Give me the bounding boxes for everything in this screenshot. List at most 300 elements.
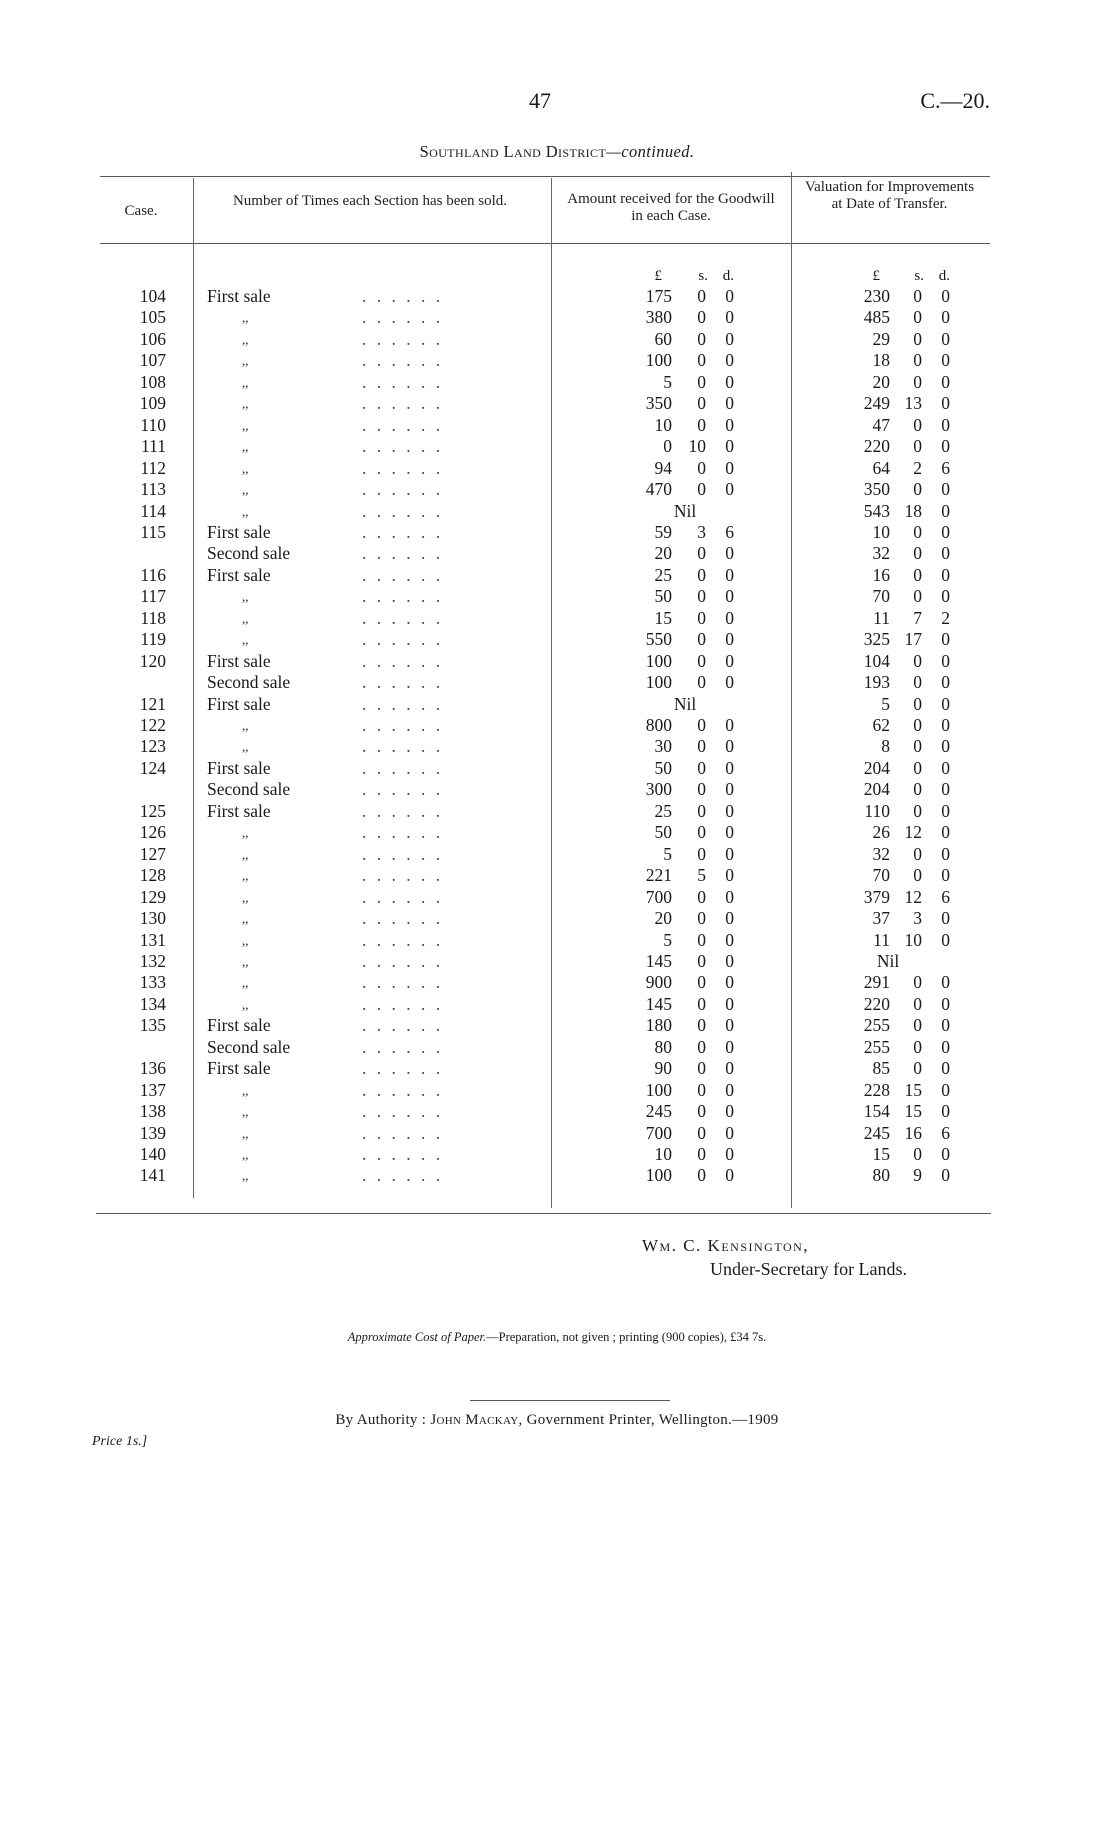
case-number: 130 <box>139 908 166 929</box>
table-row <box>0 672 1114 693</box>
goodwill-pence: 0 <box>725 457 734 478</box>
sale-description: ,, <box>242 1147 249 1162</box>
case-number: 119 <box>140 629 166 650</box>
price-label: Price 1s.] <box>92 1434 148 1449</box>
leader-dots: . . . . . . <box>362 1101 444 1122</box>
sale-description: ,, <box>242 331 249 347</box>
table-row <box>0 415 1114 436</box>
sale-description: ,, <box>242 953 249 969</box>
leader-dots: . . . . . . <box>362 865 444 886</box>
valuation-pounds: 249 <box>863 393 890 414</box>
sale-description: Second sale <box>207 779 291 800</box>
amount-unit-pounds: £ <box>654 268 662 284</box>
case-number: 114 <box>140 500 166 521</box>
sale-description: ,, <box>242 589 249 605</box>
table-row <box>0 908 1114 929</box>
sale-description: ,, <box>242 632 249 648</box>
valuation-shillings: 0 <box>913 436 922 457</box>
goodwill-shillings: 0 <box>697 607 706 628</box>
goodwill-pounds: 145 <box>645 950 672 971</box>
footer-rule <box>470 1400 670 1401</box>
goodwill-nil: Nil <box>673 500 697 521</box>
goodwill-pence: 0 <box>725 479 734 500</box>
valuation-pence: 6 <box>941 886 950 907</box>
goodwill-shillings: 3 <box>697 521 706 542</box>
valuation-pence: 0 <box>941 822 950 843</box>
valuation-pence: 0 <box>941 393 950 414</box>
valuation-nil: Nil <box>876 950 900 971</box>
valuation-pence: 0 <box>941 865 950 886</box>
goodwill-pence: 0 <box>725 886 734 907</box>
goodwill-pence: 0 <box>725 393 734 414</box>
goodwill-pence: 0 <box>725 800 734 821</box>
valuation-shillings: 0 <box>913 564 922 585</box>
case-number: 141 <box>139 1165 166 1186</box>
case-number: 125 <box>139 800 166 821</box>
goodwill-pence: 0 <box>725 1036 734 1057</box>
leader-dots: . . . . . . <box>362 521 444 542</box>
valuation-shillings: 9 <box>913 1165 922 1186</box>
goodwill-shillings: 0 <box>697 972 706 993</box>
goodwill-pence: 0 <box>725 1144 734 1164</box>
goodwill-pounds: 180 <box>645 1015 672 1036</box>
valuation-shillings: 17 <box>904 629 922 650</box>
goodwill-pounds: 80 <box>654 1036 672 1057</box>
case-number: 108 <box>139 371 166 392</box>
goodwill-shillings: 0 <box>697 1058 706 1079</box>
signatory-name: Wm. C. Kensington, <box>642 1236 810 1255</box>
case-number: 131 <box>139 929 166 950</box>
valuation-shillings: 12 <box>904 822 922 843</box>
valuation-shillings: 0 <box>913 800 922 821</box>
valuation-unit-shillings: s. <box>914 268 924 284</box>
valuation-pounds: 32 <box>872 543 890 564</box>
valuation-shillings: 0 <box>913 1015 922 1036</box>
leader-dots: . . . . . . <box>362 393 444 414</box>
valuation-pence: 0 <box>941 672 950 693</box>
table-row <box>0 372 1114 393</box>
goodwill-shillings: 0 <box>697 564 706 585</box>
goodwill-pence: 0 <box>725 993 734 1014</box>
valuation-pounds: 230 <box>863 286 890 306</box>
section-title-suffix: —continued. <box>606 142 695 161</box>
column-header-valuation: Valuation for Improvements at Date of Transfer. <box>804 179 975 212</box>
goodwill-pounds: 245 <box>645 1101 672 1122</box>
case-number: 122 <box>139 715 166 735</box>
valuation-shillings: 0 <box>913 307 922 328</box>
sale-description: ,, <box>242 396 249 412</box>
goodwill-shillings: 0 <box>697 414 706 435</box>
goodwill-pounds: 50 <box>654 822 672 843</box>
valuation-pence: 0 <box>941 286 950 306</box>
case-number: 128 <box>139 865 166 886</box>
valuation-pounds: 350 <box>863 479 890 500</box>
valuation-pounds: 32 <box>872 843 890 864</box>
leader-dots: . . . . . . <box>362 929 444 950</box>
goodwill-shillings: 0 <box>697 779 706 800</box>
goodwill-shillings: 0 <box>697 650 706 671</box>
valuation-shillings: 0 <box>913 586 922 607</box>
case-number: 139 <box>139 1122 166 1143</box>
valuation-pence: 0 <box>941 1101 950 1122</box>
goodwill-pence: 0 <box>725 1101 734 1122</box>
table-row <box>0 350 1114 371</box>
leader-dots: . . . . . . <box>362 715 444 735</box>
table-row <box>0 801 1114 822</box>
table-row <box>0 586 1114 607</box>
leader-dots: . . . . . . <box>362 564 444 585</box>
goodwill-pounds: 800 <box>645 715 672 735</box>
valuation-shillings: 10 <box>904 929 922 950</box>
goodwill-pounds: 470 <box>645 479 672 500</box>
goodwill-pounds: 300 <box>645 779 672 800</box>
valuation-pounds: 16 <box>872 564 890 585</box>
goodwill-shillings: 0 <box>697 1101 706 1122</box>
table-row <box>0 1144 1114 1165</box>
table-row <box>0 329 1114 350</box>
goodwill-pounds: 20 <box>654 543 672 564</box>
sale-description: ,, <box>242 460 249 476</box>
goodwill-shillings: 0 <box>697 800 706 821</box>
case-number: 116 <box>140 564 166 585</box>
valuation-pounds: 15 <box>872 1144 890 1164</box>
goodwill-pence: 0 <box>725 1079 734 1100</box>
section-title-main: Southland Land District <box>419 142 607 161</box>
table-row <box>0 307 1114 328</box>
sale-description: First sale <box>207 693 271 714</box>
valuation-pence: 0 <box>941 629 950 650</box>
case-number: 121 <box>139 693 166 714</box>
valuation-pounds: 47 <box>872 414 890 435</box>
goodwill-pounds: 10 <box>654 414 672 435</box>
case-number: 132 <box>139 950 166 971</box>
leader-dots: . . . . . . <box>362 736 444 757</box>
valuation-shillings: 0 <box>913 843 922 864</box>
table-row <box>0 972 1114 993</box>
valuation-pence: 0 <box>941 350 950 371</box>
goodwill-pounds: 50 <box>654 586 672 607</box>
valuation-pounds: 5 <box>881 693 890 714</box>
case-number: 118 <box>140 607 166 628</box>
goodwill-pence: 0 <box>725 1122 734 1143</box>
goodwill-shillings: 0 <box>697 950 706 971</box>
valuation-pence: 0 <box>941 1144 950 1164</box>
table-row <box>0 1101 1114 1122</box>
goodwill-pounds: 5 <box>663 371 672 392</box>
goodwill-pence: 0 <box>725 736 734 757</box>
sale-description: ,, <box>242 1125 249 1141</box>
goodwill-pounds: 100 <box>645 650 672 671</box>
valuation-unit-pence: d. <box>938 268 950 284</box>
valuation-pounds: 485 <box>863 307 890 328</box>
sale-description: ,, <box>242 1082 249 1098</box>
table-row <box>0 608 1114 629</box>
valuation-unit-pounds: £ <box>872 268 880 284</box>
valuation-shillings: 0 <box>913 543 922 564</box>
valuation-pence: 0 <box>941 500 950 521</box>
valuation-pence: 0 <box>941 564 950 585</box>
valuation-pounds: 26 <box>872 822 890 843</box>
goodwill-pence: 0 <box>725 286 734 306</box>
valuation-shillings: 16 <box>904 1122 922 1143</box>
goodwill-pounds: 700 <box>645 886 672 907</box>
valuation-pounds: 228 <box>863 1079 890 1100</box>
table-row <box>0 1037 1114 1058</box>
valuation-pounds: 220 <box>863 436 890 457</box>
valuation-shillings: 0 <box>913 1144 922 1164</box>
valuation-pence: 0 <box>941 929 950 950</box>
valuation-pounds: 85 <box>872 1058 890 1079</box>
goodwill-pence: 0 <box>725 371 734 392</box>
sale-description: ,, <box>242 353 249 369</box>
leader-dots: . . . . . . <box>362 307 444 328</box>
amount-unit-pence: d. <box>722 268 734 284</box>
goodwill-pence: 0 <box>725 929 734 950</box>
valuation-pounds: 154 <box>863 1101 890 1122</box>
sale-description: ,, <box>242 932 249 948</box>
printer-prefix: By Authority : <box>335 1412 431 1428</box>
table-row <box>0 736 1114 757</box>
goodwill-pence: 0 <box>725 586 734 607</box>
valuation-units <box>0 268 1114 286</box>
valuation-shillings: 0 <box>913 414 922 435</box>
leader-dots: . . . . . . <box>362 972 444 993</box>
valuation-shillings: 3 <box>913 908 922 929</box>
case-number: 137 <box>139 1079 166 1100</box>
leader-dots: . . . . . . <box>362 436 444 457</box>
valuation-shillings: 0 <box>913 715 922 735</box>
goodwill-pounds: 90 <box>654 1058 672 1079</box>
valuation-pounds: 62 <box>872 715 890 735</box>
section-title <box>0 142 1114 162</box>
goodwill-shillings: 0 <box>697 715 706 735</box>
leader-dots: . . . . . . <box>362 328 444 349</box>
case-number: 127 <box>139 843 166 864</box>
valuation-shillings: 0 <box>913 1058 922 1079</box>
case-number: 105 <box>139 307 166 328</box>
printer-name: John Mackay <box>430 1412 519 1428</box>
leader-dots: . . . . . . <box>362 479 444 500</box>
valuation-pence: 0 <box>941 521 950 542</box>
goodwill-pence: 0 <box>725 843 734 864</box>
goodwill-shillings: 0 <box>697 543 706 564</box>
case-number: 140 <box>139 1144 166 1164</box>
leader-dots: . . . . . . <box>362 672 444 693</box>
leader-dots: . . . . . . <box>362 607 444 628</box>
valuation-pounds: 379 <box>863 886 890 907</box>
sale-description: ,, <box>242 374 249 390</box>
goodwill-shillings: 0 <box>697 479 706 500</box>
case-number: 106 <box>139 328 166 349</box>
goodwill-pence: 0 <box>725 1165 734 1186</box>
valuation-pounds: 110 <box>864 800 890 821</box>
leader-dots: . . . . . . <box>362 414 444 435</box>
valuation-shillings: 0 <box>913 736 922 757</box>
goodwill-pence: 0 <box>725 543 734 564</box>
sale-description: First sale <box>207 286 271 306</box>
valuation-pounds: 64 <box>872 457 890 478</box>
goodwill-pence: 0 <box>725 950 734 971</box>
table-top-rule <box>100 176 990 177</box>
goodwill-pence: 0 <box>725 350 734 371</box>
goodwill-pounds: 380 <box>645 307 672 328</box>
goodwill-pounds: 15 <box>654 607 672 628</box>
valuation-pounds: 8 <box>881 736 890 757</box>
leader-dots: . . . . . . <box>362 629 444 650</box>
cost-note-label: Approximate Cost of Paper. <box>347 1330 487 1344</box>
valuation-pence: 0 <box>941 1036 950 1057</box>
table-row <box>0 822 1114 843</box>
goodwill-pounds: 700 <box>645 1122 672 1143</box>
valuation-pence: 0 <box>941 543 950 564</box>
valuation-shillings: 0 <box>913 371 922 392</box>
valuation-pence: 0 <box>941 1079 950 1100</box>
valuation-pence: 0 <box>941 371 950 392</box>
valuation-pounds: 325 <box>863 629 890 650</box>
valuation-pence: 0 <box>941 908 950 929</box>
sale-description: ,, <box>242 1168 249 1184</box>
goodwill-pounds: 900 <box>645 972 672 993</box>
sale-description: ,, <box>242 310 249 326</box>
goodwill-pounds: 175 <box>645 286 672 306</box>
valuation-shillings: 0 <box>913 779 922 800</box>
valuation-shillings: 15 <box>904 1079 922 1100</box>
cost-note <box>0 1330 1114 1345</box>
goodwill-pence: 0 <box>725 607 734 628</box>
leader-dots: . . . . . . <box>362 1015 444 1036</box>
table-row <box>0 779 1114 800</box>
case-number: 135 <box>139 1015 166 1036</box>
leader-dots: . . . . . . <box>362 843 444 864</box>
table-row <box>0 694 1114 715</box>
goodwill-pence: 6 <box>725 521 734 542</box>
case-number: 104 <box>139 286 166 306</box>
valuation-pence: 0 <box>941 436 950 457</box>
goodwill-pence: 0 <box>725 822 734 843</box>
valuation-pounds: 204 <box>863 757 890 778</box>
column-header-times-sold: Number of Times each Section has been sold. <box>232 193 508 209</box>
case-number: 112 <box>140 457 166 478</box>
table-row <box>0 930 1114 951</box>
goodwill-shillings: 0 <box>697 672 706 693</box>
goodwill-pounds: 221 <box>645 865 672 886</box>
sale-description: First sale <box>207 800 271 821</box>
valuation-shillings: 0 <box>913 350 922 371</box>
valuation-shillings: 0 <box>913 479 922 500</box>
goodwill-shillings: 0 <box>697 307 706 328</box>
valuation-shillings: 12 <box>904 886 922 907</box>
sale-description: ,, <box>242 718 249 733</box>
goodwill-pounds: 100 <box>645 672 672 693</box>
goodwill-pence: 0 <box>725 715 734 735</box>
goodwill-pence: 0 <box>725 1015 734 1036</box>
goodwill-pounds: 145 <box>645 993 672 1014</box>
leader-dots: . . . . . . <box>362 1036 444 1057</box>
goodwill-pounds: 60 <box>654 328 672 349</box>
valuation-pence: 0 <box>941 715 950 735</box>
leader-dots: . . . . . . <box>362 500 444 521</box>
goodwill-pounds: 25 <box>654 564 672 585</box>
case-number: 123 <box>139 736 166 757</box>
valuation-pence: 6 <box>941 1122 950 1143</box>
valuation-pounds: 11 <box>873 929 890 950</box>
sale-description: ,, <box>242 439 249 455</box>
leader-dots: . . . . . . <box>362 586 444 607</box>
goodwill-pence: 0 <box>725 650 734 671</box>
sale-description: First sale <box>207 650 271 671</box>
sale-description: ,, <box>242 889 249 905</box>
sale-description: ,, <box>242 417 249 433</box>
leader-dots: . . . . . . <box>362 1165 444 1186</box>
valuation-pounds: 20 <box>872 371 890 392</box>
goodwill-shillings: 0 <box>697 1036 706 1057</box>
goodwill-pence: 0 <box>725 757 734 778</box>
goodwill-shillings: 0 <box>697 993 706 1014</box>
amount-unit-shillings: s. <box>698 268 708 284</box>
leader-dots: . . . . . . <box>362 371 444 392</box>
sale-description: Second sale <box>207 672 291 693</box>
goodwill-pounds: 350 <box>645 393 672 414</box>
case-number: 133 <box>139 972 166 993</box>
leader-dots: . . . . . . <box>362 543 444 564</box>
valuation-pounds: 245 <box>863 1122 890 1143</box>
valuation-pounds: 11 <box>873 607 890 628</box>
valuation-shillings: 2 <box>913 457 922 478</box>
leader-dots: . . . . . . <box>362 950 444 971</box>
valuation-shillings: 13 <box>904 393 922 414</box>
table-row <box>0 1058 1114 1079</box>
leader-dots: . . . . . . <box>362 693 444 714</box>
valuation-pence: 0 <box>941 479 950 500</box>
table-header-rule <box>100 243 990 244</box>
table-row <box>0 629 1114 650</box>
valuation-shillings: 15 <box>904 1101 922 1122</box>
sale-description: First sale <box>207 1015 271 1036</box>
table-row <box>0 543 1114 564</box>
valuation-pounds: 291 <box>863 972 890 993</box>
valuation-shillings: 0 <box>913 328 922 349</box>
leader-dots: . . . . . . <box>362 757 444 778</box>
table-row <box>0 865 1114 886</box>
printer-line <box>0 1412 1114 1429</box>
table-row <box>0 1015 1114 1036</box>
sale-description: ,, <box>242 1104 249 1120</box>
table-row <box>0 1165 1114 1186</box>
case-number: 110 <box>140 414 166 435</box>
goodwill-nil: Nil <box>673 693 697 714</box>
goodwill-pence: 0 <box>725 972 734 993</box>
valuation-pence: 0 <box>941 328 950 349</box>
goodwill-pence: 0 <box>725 908 734 929</box>
valuation-pence: 0 <box>941 1058 950 1079</box>
goodwill-pence: 0 <box>725 564 734 585</box>
goodwill-shillings: 0 <box>697 757 706 778</box>
table-row <box>0 758 1114 779</box>
table-row <box>0 479 1114 500</box>
goodwill-shillings: 0 <box>697 736 706 757</box>
valuation-pence: 0 <box>941 843 950 864</box>
leader-dots: . . . . . . <box>362 457 444 478</box>
valuation-shillings: 0 <box>913 1036 922 1057</box>
leader-dots: . . . . . . <box>362 886 444 907</box>
sale-description: ,, <box>242 610 249 626</box>
sale-description: ,, <box>242 739 249 755</box>
sale-description: ,, <box>242 868 249 884</box>
valuation-pence: 0 <box>941 414 950 435</box>
goodwill-shillings: 0 <box>697 908 706 929</box>
valuation-pence: 0 <box>941 972 950 993</box>
goodwill-shillings: 10 <box>688 436 706 457</box>
